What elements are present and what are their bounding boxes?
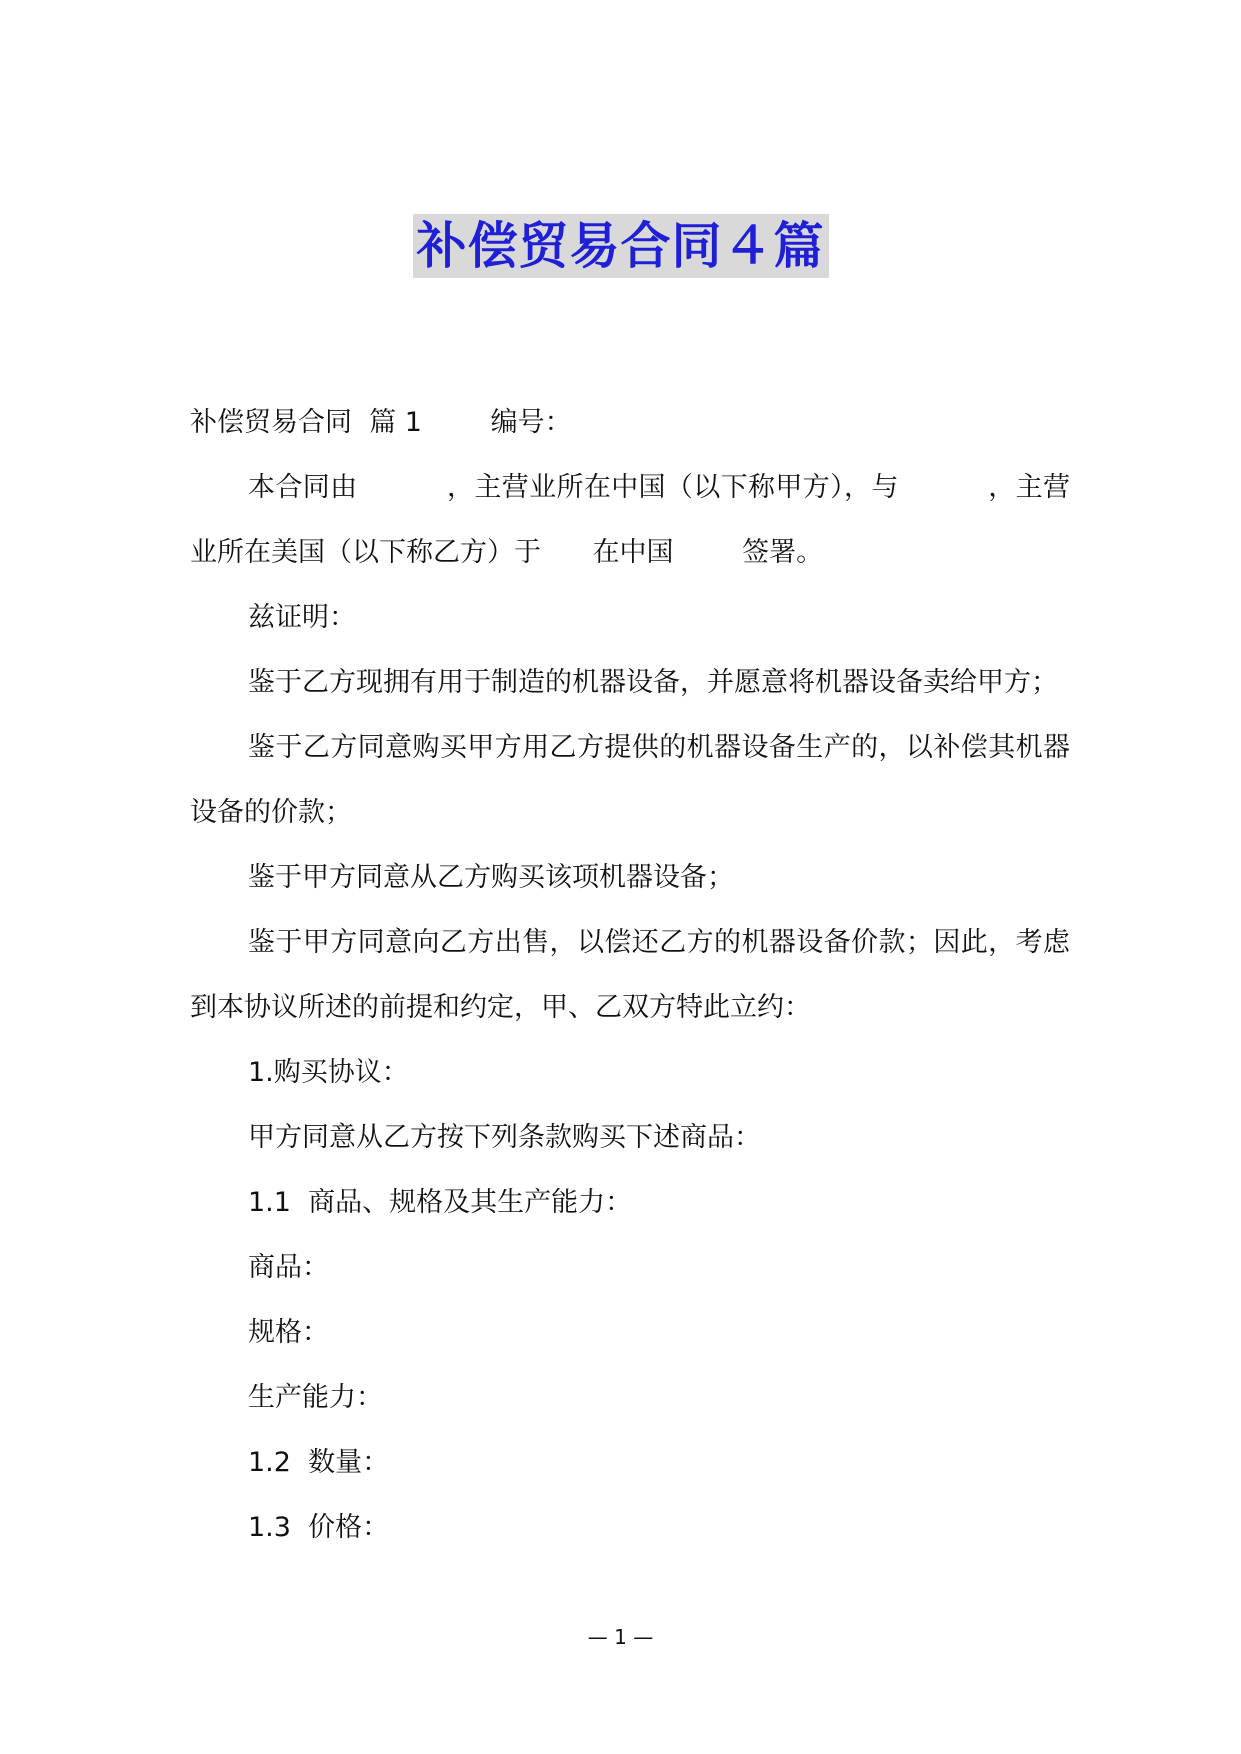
section-purchase-agreement: 1.购买协议： (248, 1057, 409, 1088)
clause-1-2: 1.2 数量： (248, 1447, 390, 1478)
paragraph-parties: 本合同由 ，主营业所在中国（以下称甲方），与 ，主营业所在美国（以下称乙方）于 在中国 签署。 (190, 472, 1070, 568)
field-specification: 规格： (248, 1317, 329, 1348)
paragraph-whereas-1: 鉴于乙方现拥有用于制造的机器设备，并愿意将机器设备卖给甲方； (248, 667, 1058, 698)
paragraph-whereas-4: 鉴于甲方同意向乙方出售，以偿还乙方的机器设备价款；因此，考虑到本协议所述的前提和约定，甲、乙双方特此立约： (190, 927, 1070, 1023)
header-line: 补偿贸易合同 篇 1 编号： (190, 407, 572, 438)
clause-1-1: 1.1 商品、规格及其生产能力： (248, 1187, 633, 1218)
page-number: — 1 — (587, 1625, 654, 1649)
paragraph-purchase-terms: 甲方同意从乙方按下列条款购买下述商品： (248, 1122, 761, 1153)
paragraph-whereas-3: 鉴于甲方同意从乙方购买该项机器设备； (248, 862, 734, 893)
title-container (0, 214, 1241, 278)
paragraph-witness: 兹证明： (248, 602, 356, 633)
document-title: 补偿贸易合同４篇 (413, 214, 829, 278)
clause-1-3: 1.3 价格： (248, 1512, 390, 1543)
field-capacity: 生产能力： (248, 1382, 383, 1413)
field-goods: 商品： (248, 1252, 329, 1283)
paragraph-whereas-2: 鉴于乙方同意购买甲方用乙方提供的机器设备生产的，以补偿其机器设备的价款； (190, 732, 1070, 828)
document-body (190, 390, 1070, 1560)
